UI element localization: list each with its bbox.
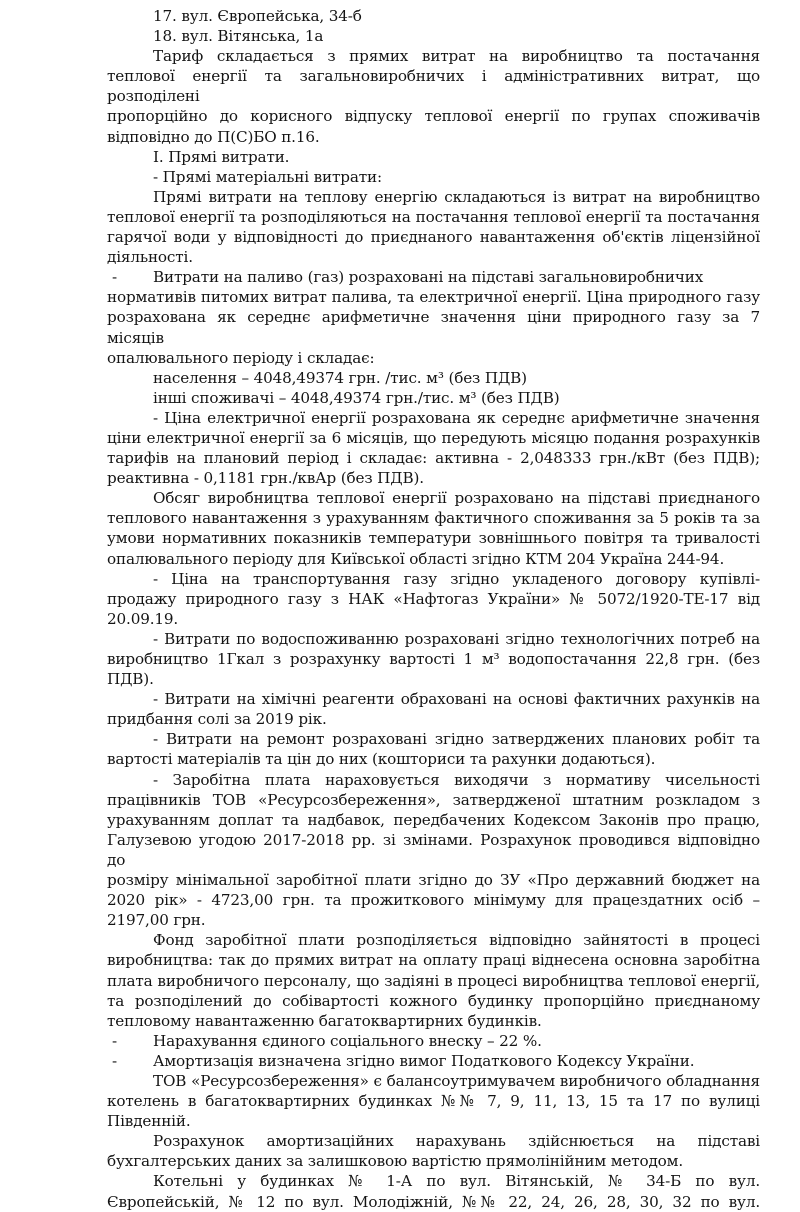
- text-line: 20.09.19.: [107, 609, 179, 628]
- text-line: діяльності.: [107, 248, 193, 267]
- text-line: - Прямі матеріальні витрати:: [153, 167, 382, 186]
- text-line: Тариф складається з прямих витрат на виробництво та постачання: [153, 47, 760, 66]
- text-line: - Витрати на ремонт розраховані згідно затверджених планових робіт та: [153, 730, 760, 749]
- bullet-dash: -: [112, 268, 117, 287]
- text-line: інші споживачі – 4048,49374 грн./тис. м³ (без ПДВ): [153, 388, 560, 407]
- text-line: Розрахунок амортизаційних нарахувань здійснюється на підставі: [153, 1132, 760, 1151]
- text-line: теплового навантаження з урахуванням фактичного споживання за 5 років та за: [107, 509, 760, 528]
- text-line: Галузевою угодою 2017-2018 рр. зі змінами. Розрахунок проводився відповідно до: [107, 830, 760, 869]
- text-line: котелень в багатоквартирних будинках №№ 7, 9, 11, 13, 15 та 17 по вулиці: [107, 1092, 760, 1111]
- text-line: тарифів на плановий період і складає: активна - 2,048333 грн./кВт (без ПДВ);: [107, 449, 760, 468]
- text-line: теплової енергії та розподіляються на постачання теплової енергії та постачання: [107, 207, 760, 226]
- text-line: Котельні у будинках № 1-А по вул. Вітянській, № 34-Б по вул.: [153, 1172, 760, 1191]
- text-line: розрахована як середнє арифметичне значення ціни природного газу за 7 місяців: [107, 308, 760, 347]
- text-line: 2197,00 грн.: [107, 911, 206, 930]
- text-line: 2020 рік» - 4723,00 грн. та прожиткового мінімуму для працездатних осіб –: [107, 891, 760, 910]
- text-line: Обсяг виробництва теплової енергії розраховано на підставі приєднаного: [153, 489, 760, 508]
- text-line: Європейській, № 12 по вул. Молодіжній, №№ 22, 24, 26, 28, 30, 32 по вул.: [107, 1192, 760, 1211]
- text-line: працівників ТОВ «Ресурсозбереження», затвердженої штатним розкладом з: [107, 790, 760, 809]
- text-line: - Ціна електричної енергії розрахована як середнє арифметичне значення: [153, 408, 760, 427]
- text-line: ПДВ).: [107, 670, 154, 689]
- text-line: нормативів питомих витрат палива, та електричної енергії. Ціна природного газу: [107, 288, 760, 307]
- text-line: населення – 4048,49374 грн. /тис. м³ (без ПДВ): [153, 368, 527, 387]
- text-line: пропорційно до корисного відпуску теплової енергії по групах споживачів: [107, 107, 760, 126]
- text-line: тепловому навантаженню багатоквартирних будинків.: [107, 1011, 542, 1030]
- text-line: придбання солі за 2019 рік.: [107, 710, 327, 729]
- text-line: ціни електричної енергії за 6 місяців, що передують місяцю подання розрахунків: [107, 428, 760, 447]
- bullet-dash: -: [112, 1051, 117, 1070]
- bullet-row: [107, 1031, 760, 1051]
- text-line: 18. вул. Вітянська, 1а: [153, 27, 324, 46]
- text-line: виробництво 1Гкал з розрахунку вартості 1 м³ водопостачання 22,8 грн. (без: [107, 650, 760, 668]
- text-line: бухгалтерських даних за залишковою вартістю прямолінійним методом.: [107, 1152, 684, 1171]
- text-line: - Заробітна плата нараховується виходячи з нормативу чисельності: [153, 770, 760, 789]
- text-line: гарячої води у відповідності до приєднаного навантаження об'єктів ліцензійної: [107, 228, 760, 247]
- bullet-row: [107, 267, 760, 287]
- text-line: Фонд заробітної плати розподіляється відповідно зайнятості в процесі: [153, 931, 760, 950]
- text-line: реактивна - 0,1181 грн./квАр (без ПДВ).: [107, 469, 424, 488]
- text-line: продажу природного газу з НАК «Нафтогаз України» № 5072/1920-ТЕ-17 від: [107, 589, 760, 608]
- text-line: розміру мінімальної заробітної плати згідно до ЗУ «Про державний бюджет на: [107, 871, 760, 890]
- bullet-row: [107, 1051, 760, 1071]
- text-line: виробництва: так до прямих витрат на оплату праці віднесена основна заробітна: [107, 951, 760, 970]
- text-line: - Витрати на хімічні реагенти обраховані на основі фактичних рахунків на: [153, 690, 760, 709]
- text-line: Прямі витрати на теплову енергію складаються із витрат на виробництво: [153, 187, 760, 206]
- text-line: опалювального періоду для Київської області згідно КТМ 204 Україна 244-94.: [107, 549, 725, 568]
- text-line: 17. вул. Європейська, 34-б: [153, 7, 362, 25]
- text-line: - Витрати по водоспоживанню розраховані згідно технологічних потреб на: [153, 629, 760, 648]
- text-line: ТОВ «Ресурсозбереження» є балансоутримувачем виробничого обладнання: [153, 1071, 760, 1090]
- bullet-dash: -: [112, 1031, 117, 1050]
- text-line: плата виробничого персоналу, що задіяні в процесі виробництва теплової енергії,: [107, 971, 760, 990]
- text-line: Нарахування єдиного соціального внеску – 22 %.: [153, 1031, 542, 1050]
- text-line: Південній.: [107, 1112, 191, 1131]
- text-line: - Ціна на транспортування газу згідно укладеного договору купівлі-: [153, 569, 760, 588]
- text-line: теплової енергії та загальновиробничих і адміністративних витрат, що розподілені: [107, 67, 760, 106]
- text-line: Витрати на паливо (газ) розраховані на підставі загальновиробничих: [153, 268, 704, 287]
- text-line: вартості матеріалів та цін до них (кошториси та рахунки додаються).: [107, 750, 656, 769]
- text-line: Амортизація визначена згідно вимог Податкового Кодексу України.: [153, 1051, 695, 1070]
- text-line: опалювального періоду і складає:: [107, 348, 375, 367]
- section-heading: І. Прямі витрати.: [153, 147, 290, 166]
- text-line: та розподілений до собівартості кожного будинку пропорційно приєднаному: [107, 991, 760, 1010]
- text-line: умови нормативних показників температури зовнішнього повітря та тривалості: [107, 529, 760, 548]
- text-line: відповідно до П(С)БО п.16.: [107, 127, 320, 146]
- text-line: урахуванням доплат та надбавок, передбачених Кодексом Законів про працю,: [107, 810, 760, 829]
